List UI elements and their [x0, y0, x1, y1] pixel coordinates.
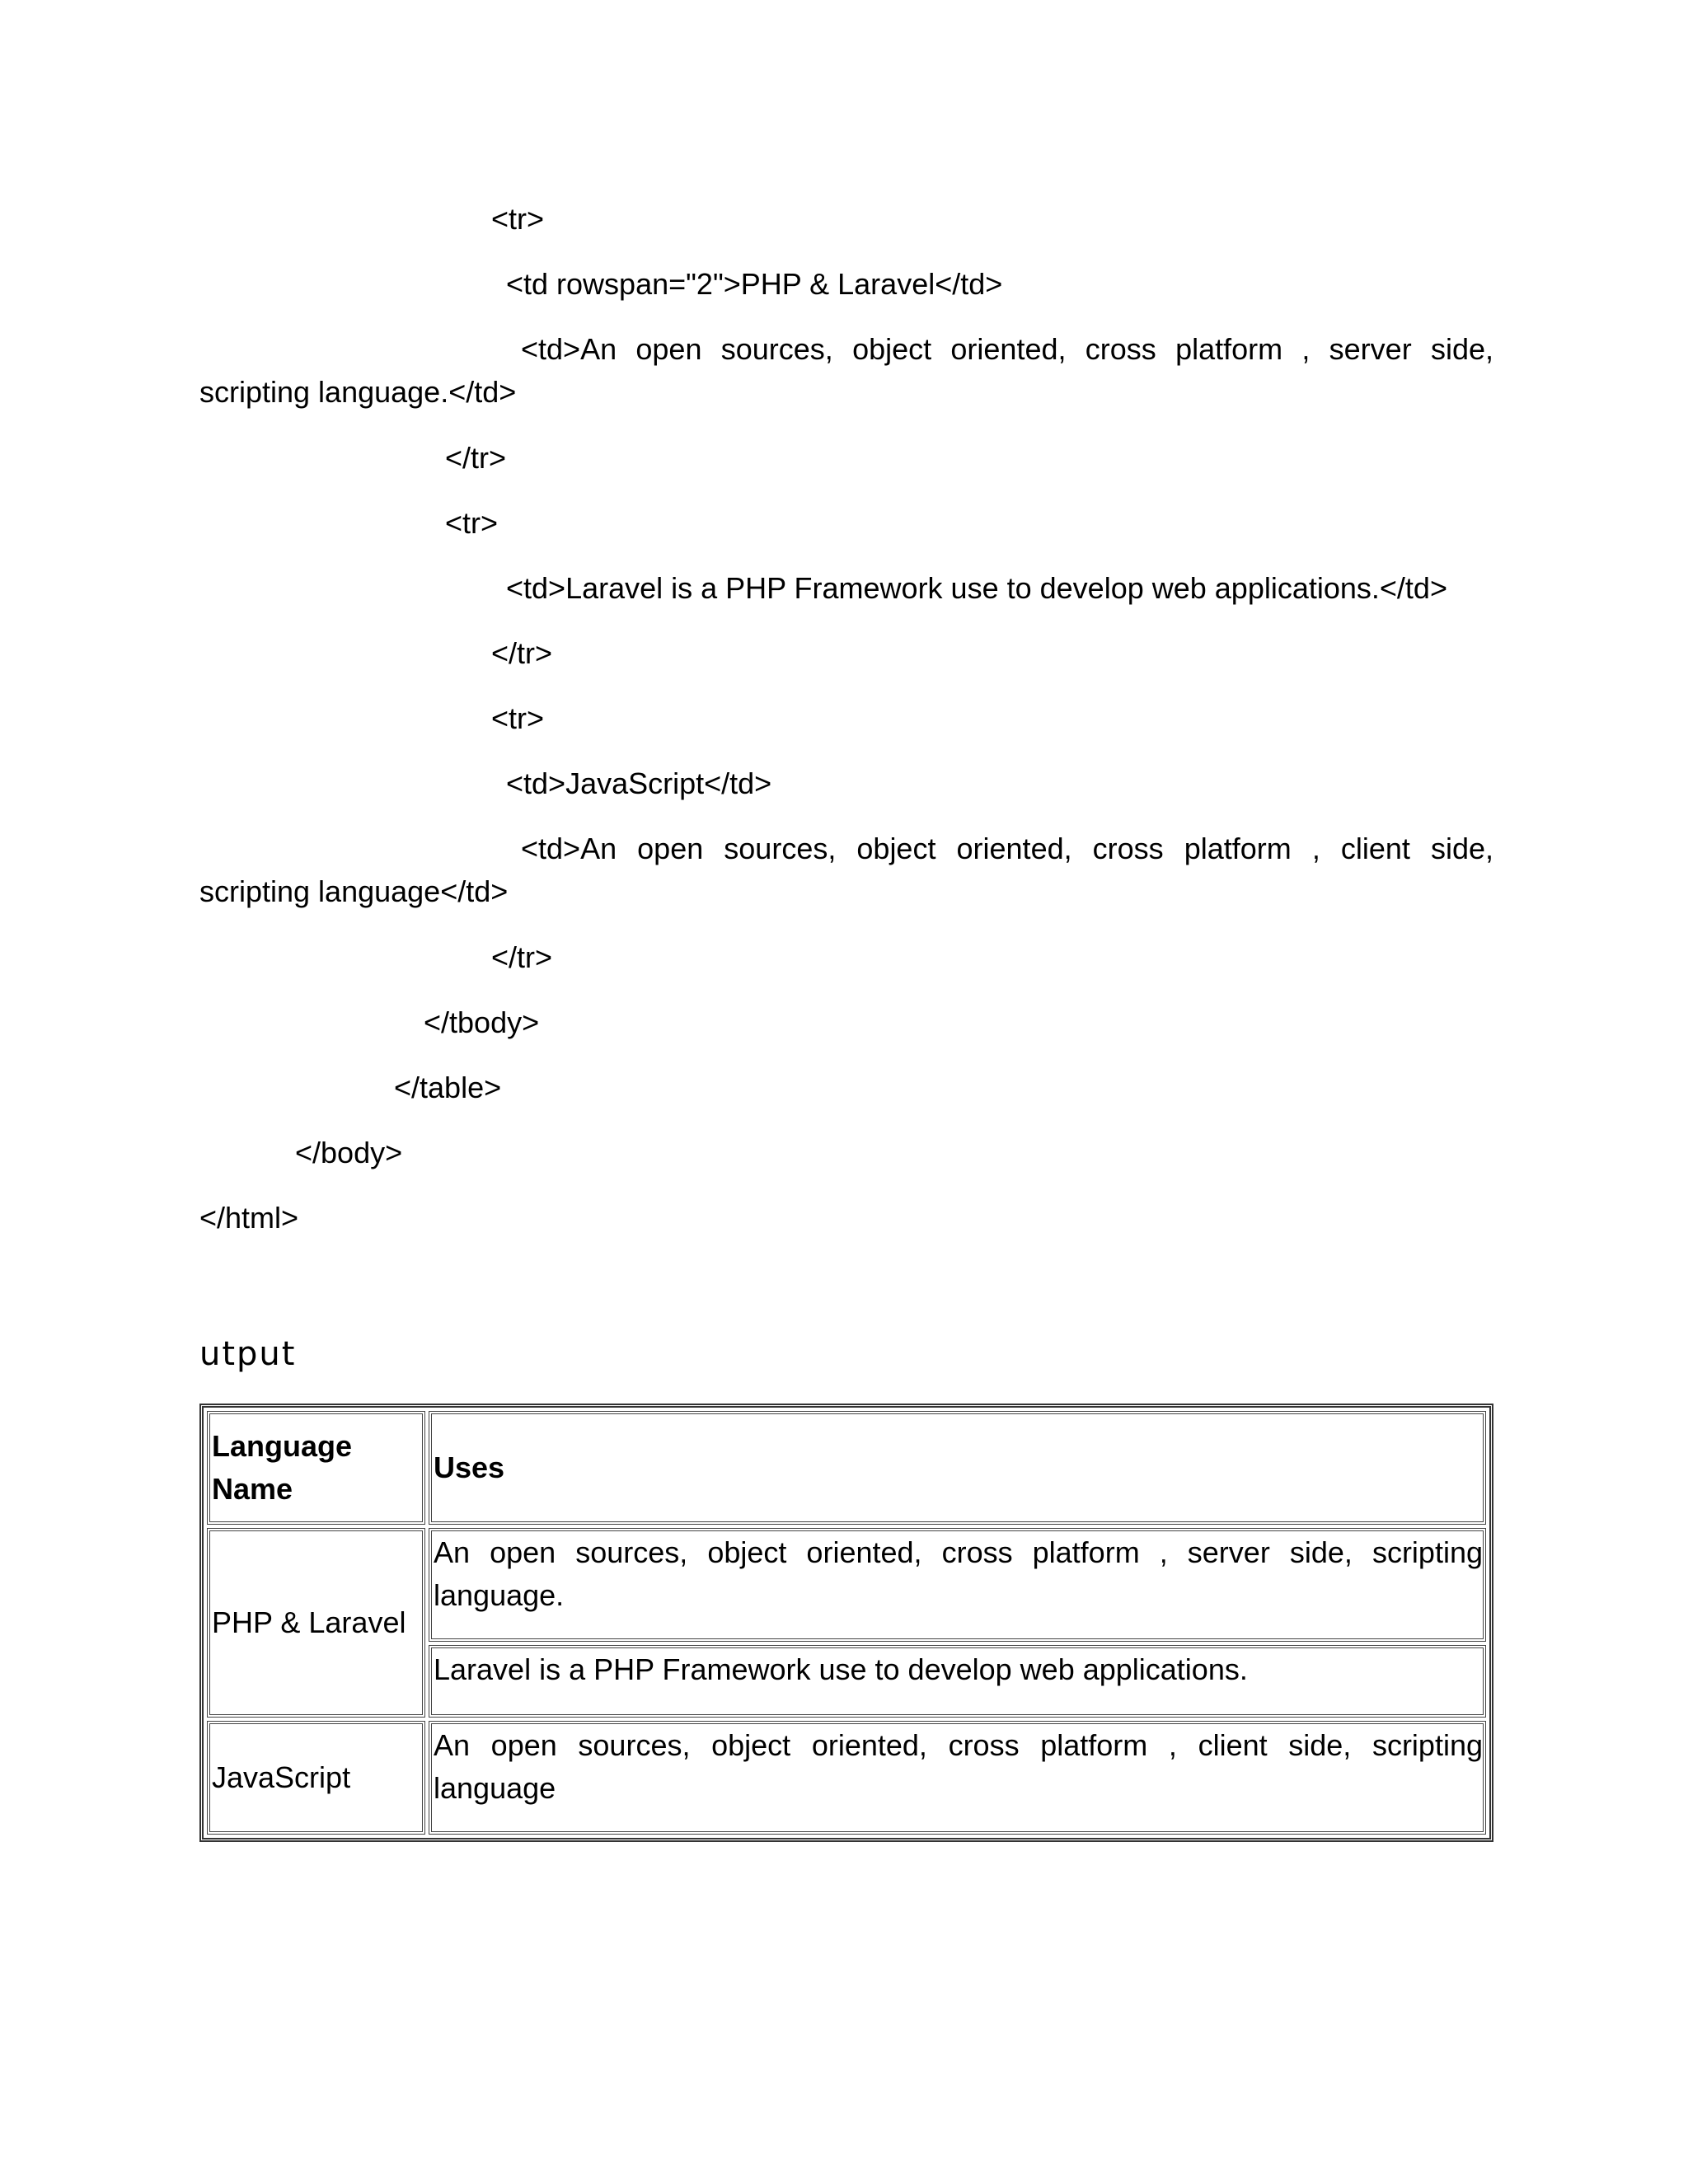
cell-uses: Laravel is a PHP Framework use to develop web applications.	[429, 1645, 1486, 1718]
code-paragraph	[199, 328, 1493, 414]
code-line: </tr>	[491, 940, 553, 974]
header-uses: Uses	[429, 1411, 1486, 1525]
cell-uses: An open sources, object oriented, cross platform , client side, scripting language	[429, 1721, 1486, 1835]
code-paragraph	[199, 827, 1493, 913]
code-line: <td>An open sources, object oriented, cross platform , client side,	[521, 832, 1493, 865]
output-heading: utput	[199, 1335, 297, 1373]
table-header-row	[207, 1411, 1486, 1525]
code-line: </tbody>	[424, 1005, 540, 1039]
cell-language: JavaScript	[207, 1721, 425, 1835]
code-line: </html>	[199, 1201, 299, 1235]
code-line: </body>	[295, 1136, 403, 1169]
code-line: scripting language</td>	[199, 874, 509, 908]
code-line: <td>JavaScript</td>	[506, 766, 772, 800]
cell-uses: An open sources, object oriented, cross platform , server side, scripting language.	[429, 1528, 1486, 1642]
table-row	[207, 1528, 1486, 1642]
code-line: <tr>	[491, 202, 545, 236]
code-line: <td>An open sources, object oriented, cross platform , server side,	[521, 332, 1493, 366]
table-row	[207, 1721, 1486, 1835]
code-line: <td>Laravel is a PHP Framework use to develop web applications.</td>	[506, 571, 1447, 605]
code-line: scripting language.</td>	[199, 375, 517, 409]
code-line: </table>	[394, 1071, 502, 1104]
code-line: <tr>	[445, 506, 499, 540]
code-line: </tr>	[491, 636, 553, 670]
code-line: <td rowspan="2">PHP & Laravel</td>	[506, 267, 1003, 301]
cell-language: PHP & Laravel	[207, 1528, 425, 1718]
code-line: <tr>	[491, 701, 545, 735]
output-table	[199, 1404, 1493, 1842]
code-line: </tr>	[445, 441, 507, 475]
header-language-name: Language Name	[207, 1411, 425, 1525]
